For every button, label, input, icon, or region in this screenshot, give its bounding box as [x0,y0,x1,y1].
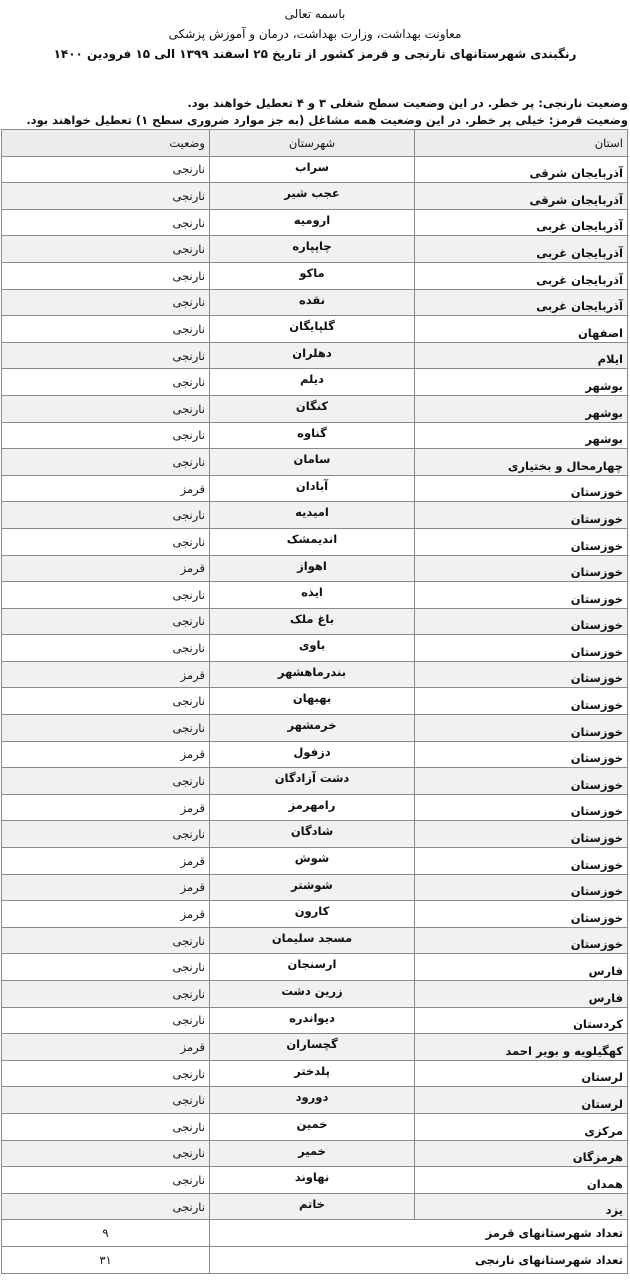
table-row [2,1140,628,1167]
status-cell: نارنجی [2,369,210,396]
table-row [2,395,628,422]
city-cell: باوی [210,635,415,662]
province-cell: خوزستان [415,528,628,555]
city-cell: کارون [210,901,415,928]
province-cell: خوزستان [415,608,628,635]
city-cell: امیدیه [210,502,415,529]
table-row [2,1193,628,1220]
status-cell: نارنجی [2,209,210,236]
table-row [2,848,628,875]
county-status-table [1,129,628,1274]
city-cell: نهاوند [210,1167,415,1194]
status-cell: نارنجی [2,821,210,848]
city-cell: چاپپاره [210,236,415,263]
province-cell: آذربایجان شرقی [415,183,628,210]
note-red: وضعیت قرمز: خیلی پر خطر. در این وضعیت همه مشاغل (به جز موارد ضروری سطح ۱) تعطیل خواهند بود. [26,113,628,127]
note-orange: وضعیت نارنجی: پر خطر. در این وضعیت سطح شغلی ۳ و ۴ تعطیل خواهند بود. [187,96,628,110]
status-cell: نارنجی [2,449,210,476]
province-cell: خوزستان [415,688,628,715]
table-row [2,502,628,529]
city-cell: خرمشهر [210,715,415,742]
city-cell: بندرماهشهر [210,661,415,688]
province-cell: لرستان [415,1060,628,1087]
table-row [2,1113,628,1140]
status-cell: نارنجی [2,1140,210,1167]
table-row [2,369,628,396]
city-cell: باغ ملک [210,608,415,635]
city-cell: سراب [210,156,415,183]
table-row [2,821,628,848]
province-cell: هرمزگان [415,1140,628,1167]
table-row [2,475,628,502]
province-cell: کردستان [415,1007,628,1034]
table-row [2,342,628,369]
city-cell: شوشتر [210,874,415,901]
status-cell: نارنجی [2,156,210,183]
status-cell: نارنجی [2,954,210,981]
status-cell: نارنجی [2,688,210,715]
status-cell: نارنجی [2,981,210,1008]
total-label: تعداد شهرستانهای نارنجی [210,1246,628,1273]
city-cell: دزفول [210,741,415,768]
table-row [2,688,628,715]
province-cell: لرستان [415,1087,628,1114]
table-row [2,715,628,742]
table-row [2,449,628,476]
status-cell: نارنجی [2,582,210,609]
table-row [2,156,628,183]
province-cell: فارس [415,954,628,981]
table-row [2,1007,628,1034]
status-cell: قرمز [2,555,210,582]
city-cell: مسجد سلیمان [210,927,415,954]
document-header [0,0,630,75]
status-cell: نارنجی [2,262,210,289]
header-province: استان [415,130,628,157]
city-cell: دهلران [210,342,415,369]
status-cell: نارنجی [2,236,210,263]
province-cell: خوزستان [415,555,628,582]
status-cell: نارنجی [2,1087,210,1114]
status-cell: نارنجی [2,715,210,742]
header-ministry: معاونت بهداشت، وزارت بهداشت، درمان و آموزش پزشکی [168,27,462,41]
city-cell: خمیر [210,1140,415,1167]
province-cell: بوشهر [415,422,628,449]
city-cell: گلپایگان [210,316,415,343]
city-cell: دیلم [210,369,415,396]
status-cell: قرمز [2,475,210,502]
province-cell: خوزستان [415,475,628,502]
province-cell: خوزستان [415,661,628,688]
table-row [2,528,628,555]
city-cell: آبادان [210,475,415,502]
city-cell: خاتم [210,1193,415,1220]
total-label: تعداد شهرستانهای قرمز [210,1220,628,1247]
status-cell: نارنجی [2,1167,210,1194]
city-cell: خمین [210,1113,415,1140]
table-row [2,289,628,316]
province-cell: خوزستان [415,715,628,742]
city-cell: ارومیه [210,209,415,236]
province-cell: بوشهر [415,369,628,396]
city-cell: گچساران [210,1034,415,1061]
province-cell: خوزستان [415,768,628,795]
table-row [2,608,628,635]
table-row [2,981,628,1008]
table-row [2,927,628,954]
city-cell: دورود [210,1087,415,1114]
status-cell: نارنجی [2,528,210,555]
province-cell: خوزستان [415,874,628,901]
city-cell: رامهرمز [210,794,415,821]
status-cell: قرمز [2,901,210,928]
city-cell: سامان [210,449,415,476]
city-cell: پلدختر [210,1060,415,1087]
status-cell: نارنجی [2,316,210,343]
status-cell: قرمز [2,661,210,688]
city-cell: اهواز [210,555,415,582]
city-cell: اندیمشک [210,528,415,555]
province-cell: خوزستان [415,794,628,821]
table-row [2,555,628,582]
province-cell: اصفهان [415,316,628,343]
totals-row [2,1220,628,1247]
table-row [2,236,628,263]
table-row [2,209,628,236]
province-cell: خوزستان [415,741,628,768]
city-cell: دشت آزادگان [210,768,415,795]
status-cell: قرمز [2,848,210,875]
province-cell: خوزستان [415,582,628,609]
province-cell: مرکزی [415,1113,628,1140]
total-value: ۳۱ [2,1246,210,1273]
city-cell: گناوه [210,422,415,449]
status-cell: قرمز [2,794,210,821]
table-row [2,874,628,901]
table-row [2,794,628,821]
city-cell: دیواندره [210,1007,415,1034]
status-cell: نارنجی [2,608,210,635]
province-cell: آذربایجان غربی [415,262,628,289]
status-cell: نارنجی [2,1193,210,1220]
totals-row [2,1246,628,1273]
status-cell: قرمز [2,741,210,768]
city-cell: عجب شیر [210,183,415,210]
city-cell: ماکو [210,262,415,289]
province-cell: خوزستان [415,848,628,875]
table-row [2,316,628,343]
province-cell: بوشهر [415,395,628,422]
table-row [2,768,628,795]
city-cell: بهبهان [210,688,415,715]
province-cell: آذربایجان غربی [415,289,628,316]
province-cell: خوزستان [415,821,628,848]
city-cell: ارسنجان [210,954,415,981]
table-row [2,183,628,210]
city-cell: شوش [210,848,415,875]
status-cell: قرمز [2,1034,210,1061]
status-cell: قرمز [2,874,210,901]
status-cell: نارنجی [2,289,210,316]
status-cell: نارنجی [2,768,210,795]
header-invocation: باسمه تعالی [284,7,346,21]
total-value: ۹ [2,1220,210,1247]
status-cell: نارنجی [2,183,210,210]
table-row [2,1034,628,1061]
city-cell: شادگان [210,821,415,848]
status-cell: نارنجی [2,635,210,662]
province-cell: آذربایجان شرقی [415,156,628,183]
table-row [2,635,628,662]
province-cell: فارس [415,981,628,1008]
province-cell: خوزستان [415,635,628,662]
province-cell: خوزستان [415,927,628,954]
province-cell: آذربایجان غربی [415,209,628,236]
status-cell: نارنجی [2,502,210,529]
city-cell: ایذه [210,582,415,609]
province-cell: چهارمحال و بختیاری [415,449,628,476]
status-cell: نارنجی [2,422,210,449]
status-notes [0,95,630,129]
table-row [2,1060,628,1087]
header-title: رنگبندی شهرستانهای نارنجی و قرمز کشور از تاریخ ۲۵ اسفند ۱۳۹۹ الی ۱۵ فرودین ۱۴۰۰ [53,47,577,61]
table-row [2,1167,628,1194]
province-cell: کهگیلویه و بویر احمد [415,1034,628,1061]
table-header-row [2,130,628,157]
status-cell: نارنجی [2,927,210,954]
table-row [2,661,628,688]
table-row [2,954,628,981]
city-cell: زرین دشت [210,981,415,1008]
header-status: وضعیت [2,130,210,157]
table-row [2,901,628,928]
city-cell: نقده [210,289,415,316]
status-cell: نارنجی [2,342,210,369]
province-cell: آذربایجان غربی [415,236,628,263]
header-city: شهرستان [210,130,415,157]
status-cell: نارنجی [2,1060,210,1087]
table-row [2,582,628,609]
province-cell: ایلام [415,342,628,369]
status-cell: نارنجی [2,1007,210,1034]
province-cell: همدان [415,1167,628,1194]
city-cell: کنگان [210,395,415,422]
province-cell: خوزستان [415,502,628,529]
table-row [2,741,628,768]
table-row [2,262,628,289]
table-row [2,1087,628,1114]
table-row [2,422,628,449]
status-cell: نارنجی [2,395,210,422]
province-cell: یزد [415,1193,628,1220]
status-cell: نارنجی [2,1113,210,1140]
province-cell: خوزستان [415,901,628,928]
